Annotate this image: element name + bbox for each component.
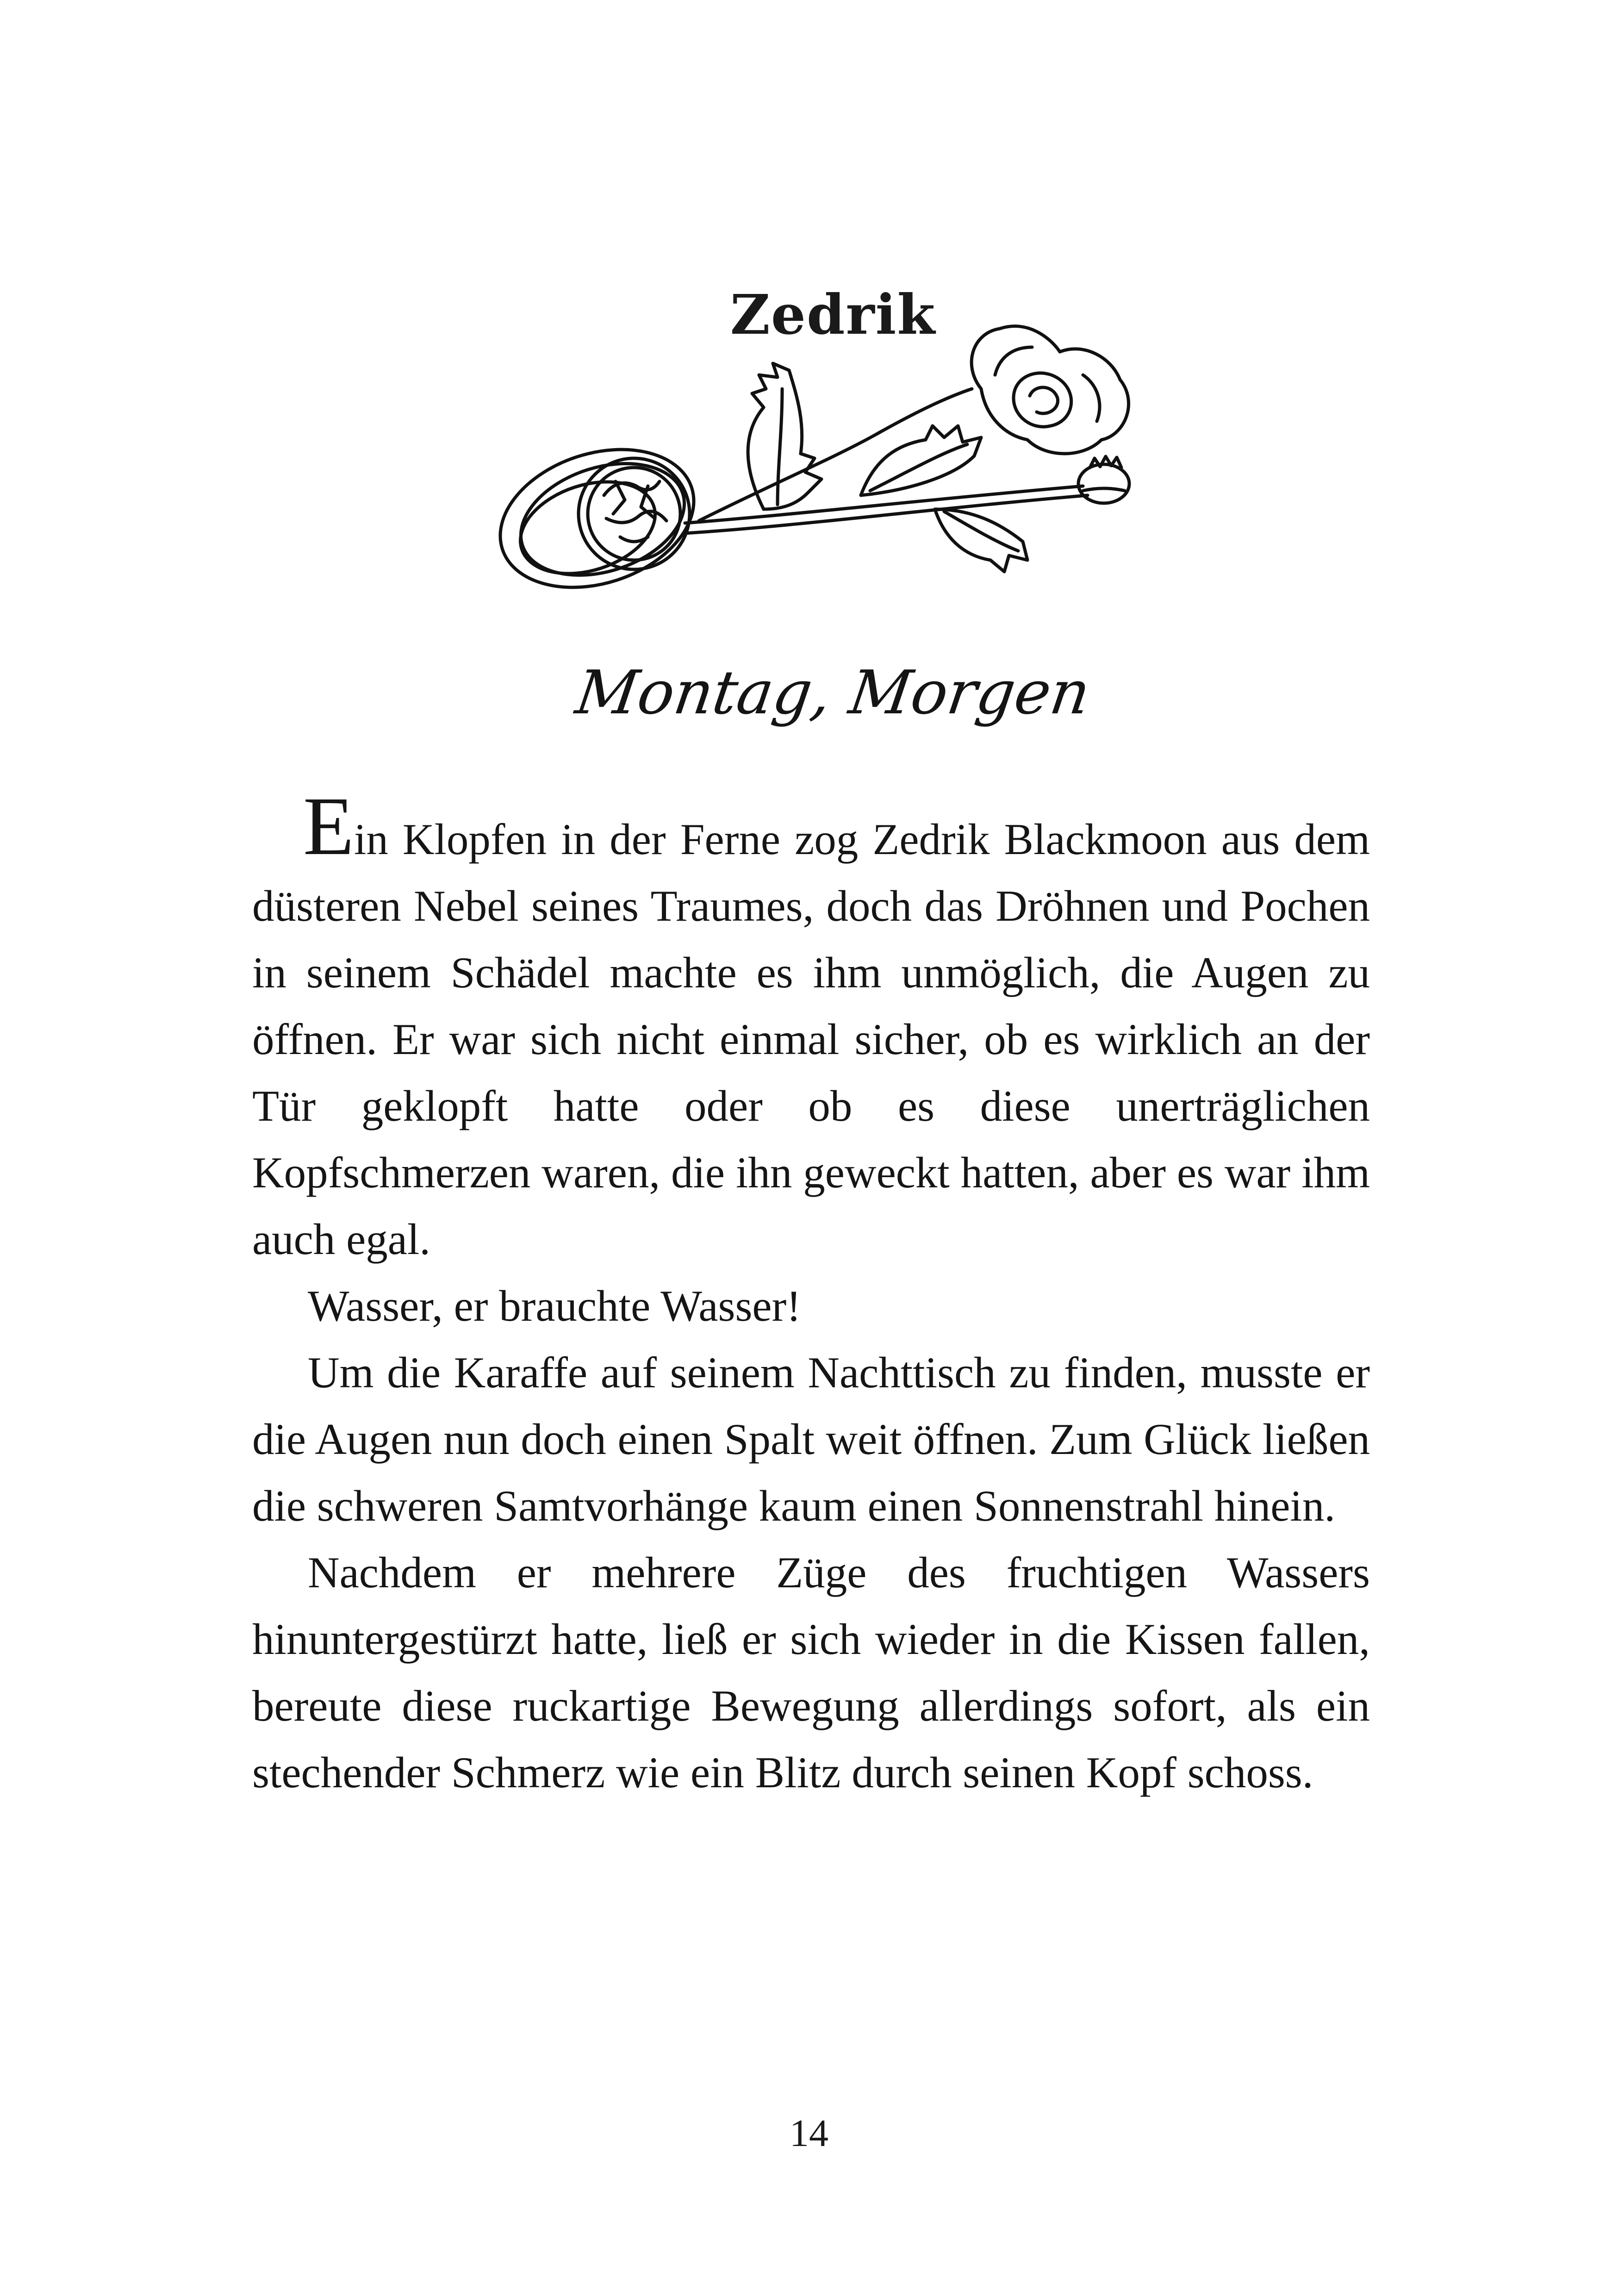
drop-cap: E	[303, 780, 354, 872]
paragraph-1	[252, 780, 1370, 1273]
chapter-title: Zedrik	[730, 282, 936, 347]
paragraph-2: Wasser, er brauchte Wasser!	[308, 1281, 801, 1330]
chapter-body	[252, 780, 1370, 1806]
paragraph-3: Um die Karaffe auf seinem Nachttisch zu finden, musste er die Augen nun doch einen Spalt weit öffnen. Zum Glück ließen die schweren Samtvorhänge kaum einen Sonnenstrahl hinein.	[252, 1348, 1370, 1530]
paragraph-4: Nachdem er mehrere Züge des fruchtigen Wassers hinuntergestürzt hatte, ließ er sich wieder in die Kissen fallen, bereute diese ruckartige Bewegung allerdings sofort, als ein stechender Schmerz wie ein Blitz durch seinen Kopf schoss.	[252, 1548, 1370, 1797]
poppy-ring-ornament-icon	[481, 319, 1189, 616]
page-number: 14	[790, 2112, 828, 2155]
paragraph-1-text: in Klopfen in der Ferne zog Zedrik Blackmoon aus dem düsteren Nebel seines Traumes, doch das Dröhnen und Pochen in seinem Schädel machte es ihm unmöglich, die Augen zu öffnen. Er war sich nicht einmal sicher, ob es wirklich an der Tür geklopft hatte oder ob es diese unerträglichen Kopfschmerzen waren, die ihn geweckt hatten, aber es war ihm auch egal.	[252, 815, 1370, 1264]
chapter-subtitle: Montag, Morgen	[572, 657, 1095, 728]
